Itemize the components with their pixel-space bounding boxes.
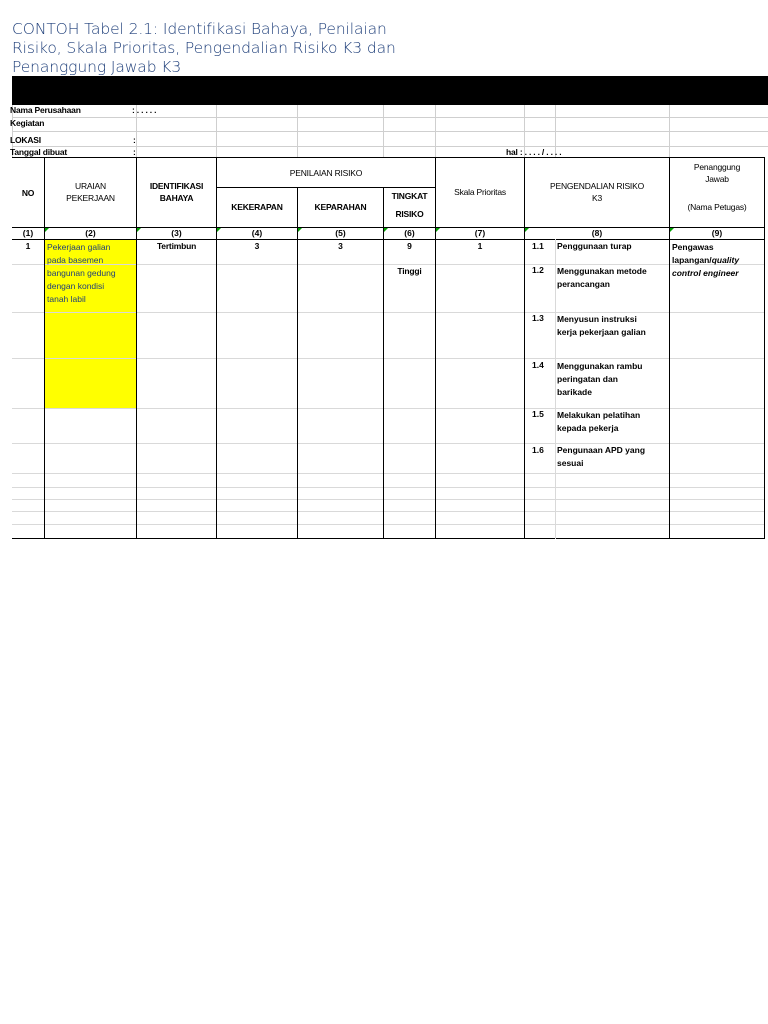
column-number: (6) [404,228,415,238]
cell-marker [384,228,388,232]
penanggung-line-2 [672,254,739,266]
column-number: (1) [22,228,34,238]
row-line [12,312,765,313]
nama-perusahaan-value: : . . . . . [132,105,157,115]
header-skala: Skala Prioritas [454,187,506,197]
header-identifikasi-1: IDENTIFIKASI [149,181,204,191]
lokasi-value: : [133,135,136,145]
control-text: Menyusun instruksi [557,314,637,324]
header-uraian-2: PEKERJAAN [66,193,115,203]
column-divider [669,157,670,539]
header-penilaian: PENILAIAN RISIKO [289,168,363,178]
grid-line [669,105,670,158]
header-pengendalian-1: PENGENDALIAN RISIKO [550,181,644,191]
skala-value: 1 [477,241,483,251]
header-uraian-1: URAIAN [75,181,106,191]
column-divider [764,157,765,539]
control-text: Pengunaan APD yang [557,445,646,455]
header-penanggung-1: Penanggung [693,162,741,172]
nama-perusahaan-label: Nama Perusahaan [10,105,81,115]
cell-marker [670,228,674,232]
tingkat-value: 9 [407,241,412,251]
column-number: (4) [251,228,263,238]
row-line [12,443,765,444]
row-line [12,487,765,488]
column-divider [136,157,137,539]
header-kekerapan: KEKERAPAN [231,202,283,212]
tanggal-label: Tanggal dibuat [10,147,68,157]
penanggung-line-2b: quality [711,255,740,265]
control-number: 1.5 [532,409,544,419]
uraian-line: bangunan gedung [47,268,116,278]
column-number: (3) [171,228,182,238]
row-line [12,358,765,359]
title-line-1: CONTOH Tabel 2.1: Identifikasi Bahaya, Penilaian [12,20,387,38]
grid-line [383,105,384,158]
control-text: barikade [557,387,592,397]
control-text: Melakukan pelatihan [557,410,641,420]
control-text: peringatan dan [557,374,618,384]
control-text: kepada pekerja [557,423,619,433]
uraian-line: Pekerjaan galian [47,242,111,252]
kekerapan-value: 3 [254,241,260,251]
grid-line [435,105,436,158]
control-number: 1.4 [532,360,544,370]
cell-marker [217,228,221,232]
header-penanggung-2: Jawab [705,174,729,184]
table-top-border [12,157,765,158]
cell-marker [137,228,141,232]
title-line-2: Risiko, Skala Prioritas, Pengendalian Risiko K3 dan [12,39,396,57]
control-number: 1.1 [532,241,544,251]
header-tingkat-2: RISIKO [395,209,424,219]
title-line-3: Penanggung Jawab K3 [12,58,182,76]
column-divider [435,157,436,539]
control-text: Menggunakan rambu [557,361,643,371]
header-tingkat-1: TINGKAT [391,191,428,201]
row-line [12,499,765,500]
document-title [12,20,432,77]
column-number: (9) [711,228,723,238]
header-identifikasi-2: BAHAYA [159,193,194,203]
penanggung-line-1: Pengawas [672,242,714,252]
header-no: NO [21,188,35,198]
cell-marker [298,228,302,232]
header-pengendalian-2: K3 [592,193,602,203]
control-text: Penggunaan turap [557,241,632,251]
row-line [12,408,765,409]
control-number: 1.2 [532,265,544,275]
header-keparahan: KEPARAHAN [314,202,367,212]
cell-marker [436,228,440,232]
control-text: kerja pekerjaan galian [557,327,646,337]
column-number: (5) [335,228,346,238]
control-number: 1.6 [532,445,544,455]
column-number: (7) [474,228,486,238]
lokasi-label: LOKASI [10,135,41,145]
black-header-band [12,76,768,105]
row-no: 1 [25,241,31,251]
identifikasi-value: Tertimbun [156,241,197,251]
column-divider [216,157,217,539]
kegiatan-label: Kegiatan [10,118,45,128]
row-line [12,511,765,512]
column-divider [555,239,556,539]
column-divider [524,157,525,539]
grid-line [12,146,768,147]
sub-header-line [216,187,435,188]
uraian-line: pada basemen [47,255,104,265]
keparahan-value: 3 [338,241,343,251]
control-number: 1.3 [532,313,544,323]
column-divider [44,157,45,539]
column-number: (8) [591,228,603,238]
penanggung-line-2a: lapangan/ [672,255,712,265]
penanggung-line-3: control engineer [672,268,739,278]
grid-line [297,105,298,158]
grid-line [216,105,217,158]
header-nama-petugas: (Nama Petugas) [687,202,747,212]
uraian-line: tanah labil [47,294,86,304]
row-line [12,473,765,474]
tanggal-value: : [133,147,136,157]
control-text: perancangan [557,279,610,289]
grid-line [12,131,768,132]
hal-value: hal : . . . . / . . . . [506,147,562,157]
cell-marker [525,228,529,232]
tingkat-label: Tinggi [397,266,422,276]
cell-marker [45,228,49,232]
table-bottom-border [12,538,765,539]
grid-line [12,117,768,118]
uraian-line: dengan kondisi [47,281,105,291]
row-line [12,524,765,525]
control-text: sesuai [557,458,584,468]
control-text: Menggunakan metode [557,266,647,276]
column-number: (2) [85,228,96,238]
